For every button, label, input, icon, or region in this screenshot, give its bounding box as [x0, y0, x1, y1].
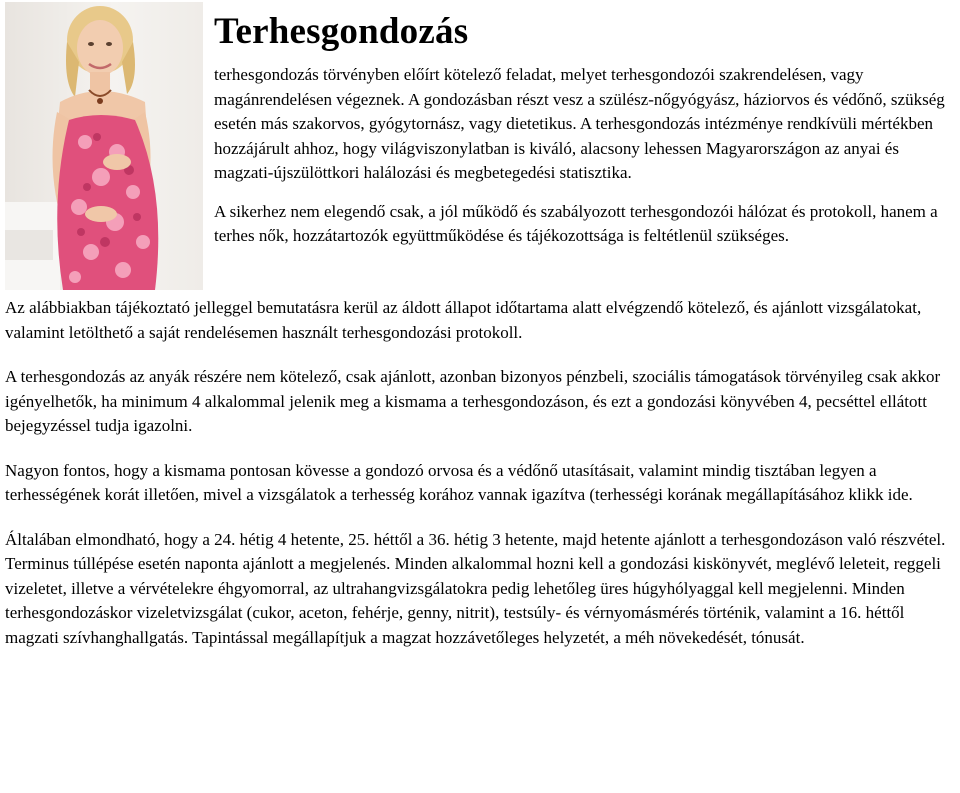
paragraph-benefits: A terhesgondozás az anyák részére nem kötelező, csak ajánlott, azonban bizonyos pénzbeli, szociális támogatások törvényileg csak akkor igényelhetők, ha minimum 4 alkalommal jelenik meg a kismama a terhesgondozáson, és ezt a gondozási könyvében 4, pecséttel ellátott bejegyzéssel tudja igazolni. [5, 367, 941, 435]
paragraph-success: A sikerhez nem elegendő csak, a jól működő és szabályozott terhesgondozói hálózat és protokoll, hanem a terhes nők, hozzátartozók együttműködése és tájékozottsága is feltétlenül szükséges. [214, 201, 938, 245]
paragraph-instructions: Nagyon fontos, hogy a kismama pontosan kövesse a gondozó orvosa és a védőnő utasításait, valamint mindig tisztában legyen a terhességének korát illetően, mivel a vizsgálatok a terhesség korához vannak igazítva (terhességi korának megállapításához klikk ide. [5, 460, 913, 504]
paragraph-schedule: Általában elmondható, hogy a 24. hétig 4 hetente, 25. héttől a 36. hétig 3 hetente, majd hetente ajánlott a terhesgondozáson való részvétel. Terminus túllépése esetén naponta ajánlott a megjelenés. Minden alkalommal hozni kell a gondozási kiskönyvét, meglévő leleteit, reggeli vizeletet, illetve a vérvételekre éhgyomorral, az ultrahangvizsgálatokra pedig lehetőleg üres húgyhólyaggal kell megjelenni. Minden terhesgondozáskor vizeletvizsgálat (cukor, aceton, fehérje, genny, nitrit), testsúly- és vérnyomásmérés történik, valamint a 16. héttől magzati szívhanghallgatás. Tapintással megállapítjuk a magzat hozzávetőleges helyzetét, a méh növekedését, tónusát. [5, 529, 946, 647]
pregnant-woman-illustration [5, 2, 203, 290]
paragraph-overview: Az alábbiakban tájékoztató jelleggel bemutatásra kerül az áldott állapot időtartama alatt elvégzendő kötelező, és ajánlott vizsgálatokat, valamint letölthető a saját rendelésemen használt terhesgondozási protokoll. [5, 298, 922, 342]
paragraph-intro: terhesgondozás törvényben előírt kötelező feladat, melyet terhesgondozói szakrendelésen, vagy magánrendelésen végeznek. A gondozásban részt vesz a szülész-nőgyógyász, háziorvos és védőnő, szükség esetén más szakorvos, gyógytornász, vagy dietetikus. A terhesgondozás intézménye rendkívüli mértékben hozzájárult ahhoz, hogy világviszonylatban is kiváló, alacsony lehessen Magyarországon az anyai és magzati-újszülöttkori halálozási és megbetegedési statisztika. [214, 65, 945, 182]
pregnant-woman-photo [5, 2, 203, 290]
page-title: Terhesgondozás [214, 11, 469, 52]
